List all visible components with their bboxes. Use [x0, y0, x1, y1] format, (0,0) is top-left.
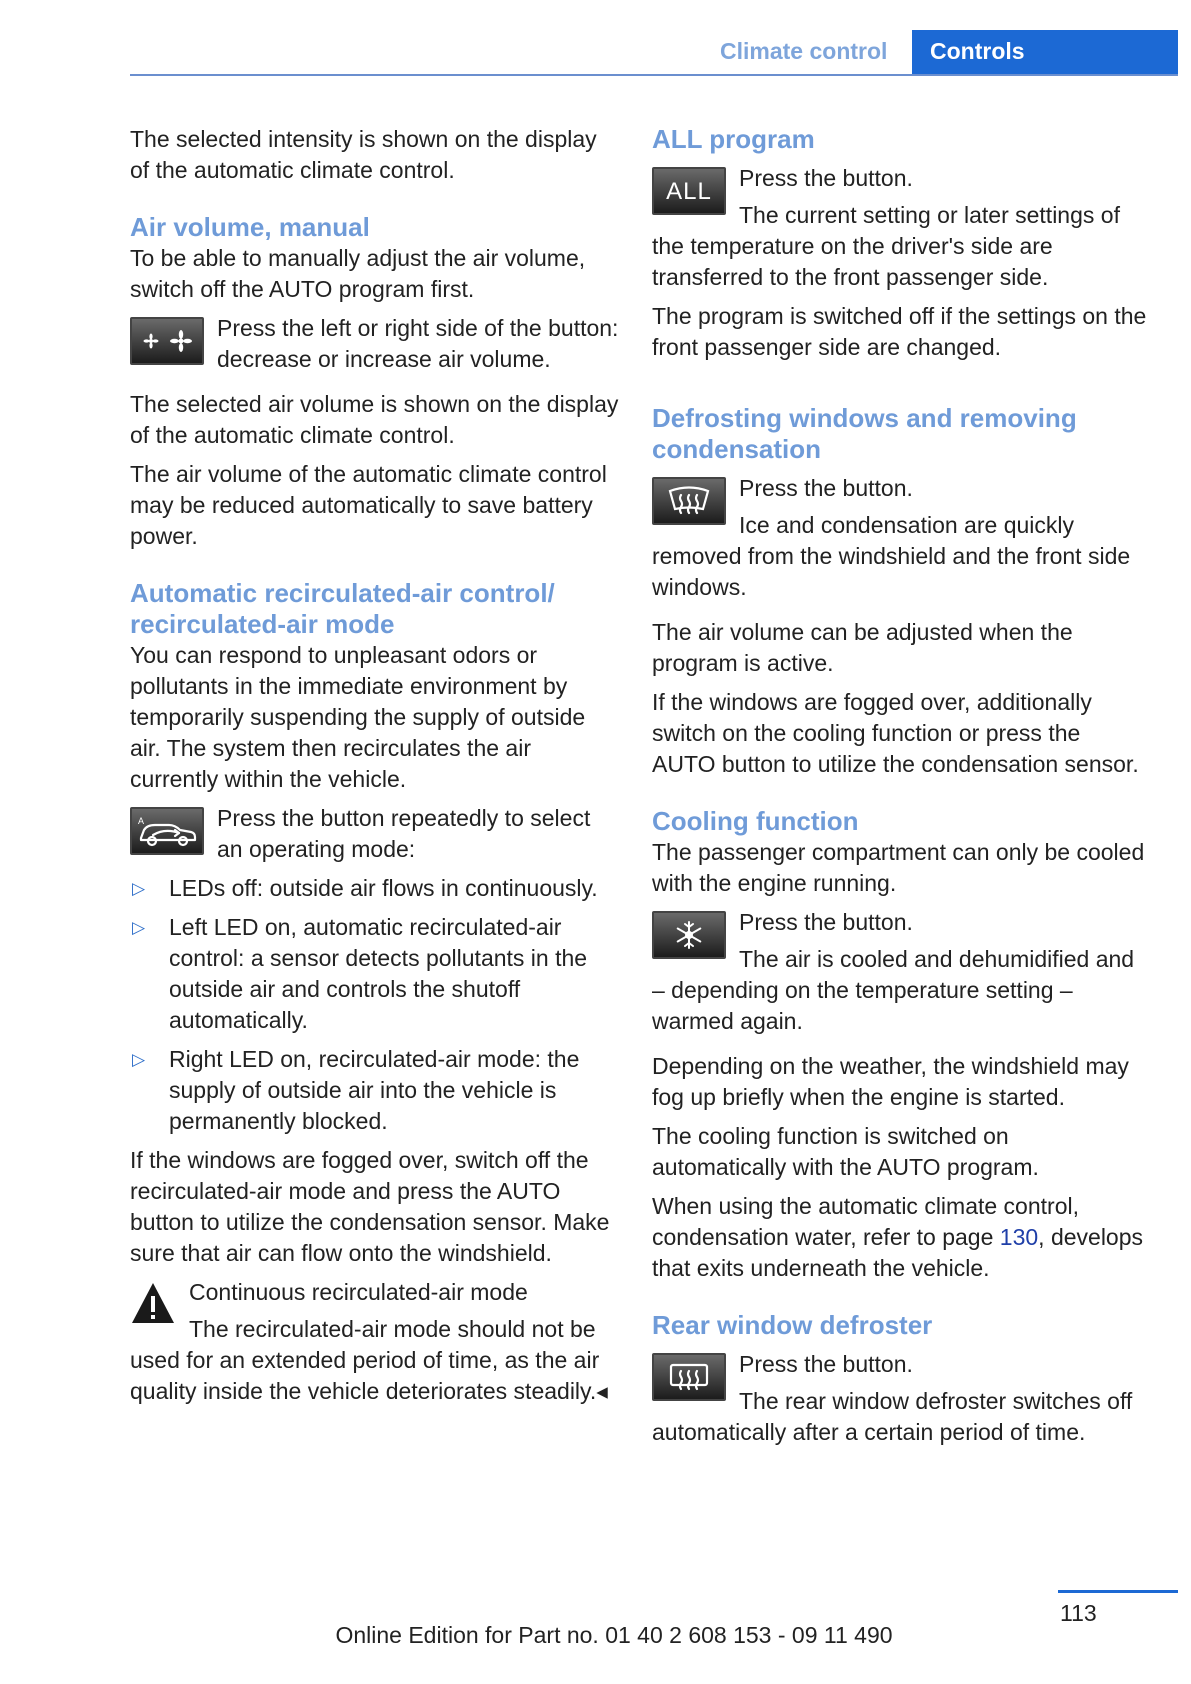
all-switched-off-paragraph: The program is switched off if the settings on the front passenger side are changed. — [652, 303, 1147, 360]
list-item: ▷ Left LED on, automatic recirculated-air control: a sensor detects pollutants in the outside air and controls the shutoff automatically. — [132, 914, 588, 1033]
rear-defroster-heading: Rear window defroster — [652, 1310, 933, 1340]
defrost-press-text: Press the button. — [739, 475, 913, 501]
all-description: The current setting or later settings of the temperature on the driver's side are transferred to the front passenger side. — [652, 202, 1120, 290]
cooling-press-text: Press the button. — [739, 909, 913, 935]
defrost-description: Ice and condensation are quickly removed from the windshield and the front side windows. — [652, 512, 1131, 600]
cooling-button-row — [652, 907, 1147, 1037]
air-volume-paragraph: To be able to manually adjust the air volume, switch off the AUTO program first. — [130, 245, 586, 302]
air-volume-button-text: Press the left or right side of the button: decrease or increase air volume. — [217, 315, 619, 372]
page-reference-link[interactable]: 130 — [999, 1224, 1039, 1250]
cooling-heading: Cooling function — [652, 806, 859, 836]
page-number: 113 — [1060, 1600, 1097, 1626]
defrost-heading: Defrosting windows and removing condensation — [652, 403, 1077, 464]
air-volume-button-row — [130, 313, 620, 375]
list-item: ▷ Right LED on, recirculated-air mode: the supply of outside air into the vehicle is permanently blocked. — [132, 1046, 580, 1134]
all-button-label: ALL — [666, 177, 712, 205]
cooling-description: The air is cooled and dehumidified and – depending on the temperature setting – warmed again. — [652, 946, 1135, 1034]
warning-text: The recirculated-air mode should not be used for an extended period of time, as the air quality inside the vehicle deteriorates steadily.◂ — [130, 1316, 608, 1404]
cooling-auto-paragraph: The cooling function is switched on automatically with the AUTO program. — [652, 1123, 1039, 1180]
svg-text:A: A — [138, 816, 145, 826]
cooling-paragraph: The passenger compartment can only be cooled with the engine running. — [652, 839, 1145, 896]
rear-window-defrost-icon — [652, 1353, 726, 1401]
header-rule — [130, 74, 1178, 76]
warning-title: Continuous recirculated-air mode — [189, 1279, 528, 1305]
recirc-heading: Automatic recirculated-air control/ recirculated-air mode — [130, 578, 555, 639]
recirc-button-row — [130, 803, 620, 865]
cooling-snowflake-icon — [652, 911, 726, 959]
defrost-air-volume-paragraph: The air volume can be adjusted when the program is active. — [652, 619, 1073, 676]
all-button-icon — [652, 167, 726, 215]
recirc-fogged-paragraph: If the windows are fogged over, switch off the recirculated-air mode and press the AUTO button to utilize the condensation sensor. Make sure that air can flow onto the windshield. — [130, 1147, 610, 1266]
header-chapter-tab: Controls — [912, 30, 1178, 76]
cooling-weather-paragraph: Depending on the weather, the windshield may fog up briefly when the engine is started. — [652, 1053, 1129, 1110]
all-program-heading: ALL program — [652, 124, 815, 154]
left-column — [130, 124, 620, 1407]
edition-footer: Online Edition for Part no. 01 40 2 608 153 - 09 11 490 — [335, 1622, 893, 1648]
windshield-defrost-icon — [652, 477, 726, 525]
air-volume-display-paragraph: The selected air volume is shown on the display of the automatic climate control. — [130, 391, 619, 448]
warning-triangle-icon — [130, 1280, 176, 1326]
air-volume-battery-paragraph: The air volume of the automatic climate control may be reduced automatically to save battery power. — [130, 461, 607, 549]
defrost-button-row — [652, 473, 1147, 603]
defrost-fogged-paragraph: If the windows are fogged over, additionally switch on the cooling function or press the AUTO button to utilize the condensation sensor. — [652, 689, 1139, 777]
air-volume-heading: Air volume, manual — [130, 212, 370, 242]
rear-defroster-press-text: Press the button. — [739, 1351, 913, 1377]
bullet-triangle-icon: ▷ — [132, 1050, 146, 1069]
cooling-condensation-paragraph: When using the automatic climate control, condensation water, refer to page 130, develops that exits underneath the vehicle. — [652, 1193, 1144, 1281]
intro-paragraph: The selected intensity is shown on the display of the automatic climate control. — [130, 126, 597, 183]
warning-box — [130, 1277, 620, 1407]
header-section-title: Climate control — [720, 38, 888, 64]
recirc-paragraph: You can respond to unpleasant odors or pollutants in the immediate environment by temporarily suspending the supply of outside air. The system then recirculates the air currently within the vehicle. — [130, 642, 586, 792]
recirculation-button-icon — [130, 807, 204, 855]
all-press-text: Press the button. — [739, 165, 913, 191]
rear-defroster-description: The rear window defroster switches off automatically after a certain period of time. — [652, 1388, 1133, 1445]
list-item: ▷ LEDs off: outside air flows in continuously. — [130, 873, 620, 904]
footer-rule — [1058, 1590, 1178, 1593]
bullet-triangle-icon: ▷ — [132, 879, 146, 898]
fan-speed-button-icon — [130, 317, 204, 365]
all-button-row — [652, 163, 1147, 293]
recirc-mode-list — [130, 873, 620, 1137]
bullet-triangle-icon: ▷ — [132, 918, 146, 937]
rear-defroster-button-row — [652, 1349, 1147, 1448]
recirc-button-text: Press the button repeatedly to select an operating mode: — [217, 805, 591, 862]
right-column — [652, 124, 1147, 1448]
